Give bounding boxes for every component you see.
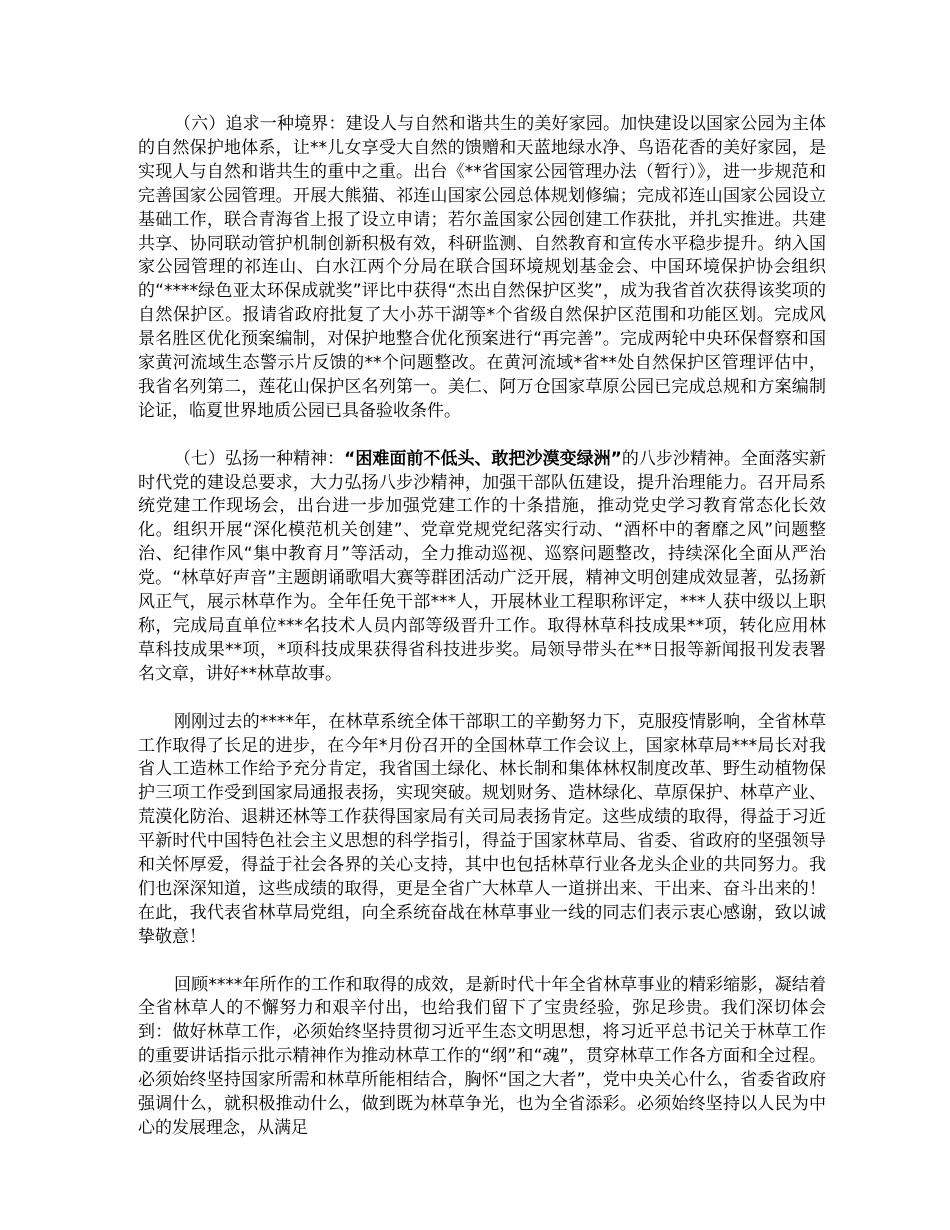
paragraph-seven-body: 的八步沙精神。全面落实新时代党的建设总要求，大力弘扬八步沙精神，加强干部队伍建设，提升治理能力。召开局系统党建工作现场会，出台进一步加强党建工作的十条措施，推动党史学习教育常态化长效化。组织开展“深化模范机关创建”、党章党规党纪落实行动、“酒杯中的奢靡之风”问题整治、纪律作风“集中教育月”等活动，全力推动巡视、巡察问题整改，持续深化全面从严治党。“林草好声音”主题朗诵歌唱大赛等群团活动广泛开展，精神文明创建成效显著，弘扬新风正气，展示林草作为。全年任免干部***人，开展林业工程职称评定，***人获中级以上职称，完成局直单位***名技术人员内部等级晋升工作。取得林草科技成果**项，转化应用林草科技成果**项，*项科技成果获得省科技进步奖。局领导带头在**日报等新闻报刊发表署名文章，讲好**林草故事。 [138,448,826,684]
paragraph-six: （六）追求一种境界：建设人与自然和谐共生的美好家园。加快建设以国家公园为主体的自然保护地体系，让**儿女享受大自然的馈赠和天蓝地绿水净、鸟语花香的美好家园，是实现人与自然和谐共生的重中之重。出台《**省国家公园管理办法（暂行）》，进一步规范和完善国家公园管理。开展大熊猫、祁连山国家公园总体规划修编；完成祁连山国家公园设立基础工作，联合青海省上报了设立申请；若尔盖国家公园创建工作获批，并扎实推进。共建共享、协同联动管护机制创新积极有效，科研监测、自然教育和宣传水平稳步提升。纳入国家公园管理的祁连山、白水江两个分局在联合国环境规划基金会、中国环境保护协会组织的“****绿色亚太环保成就奖”评比中获得“杰出自然保护区奖”，成为我省首次获得该奖项的自然保护区。报请省政府批复了大小苏干湖等*个省级自然保护区范围和功能区划。完成风景名胜区优化预案编制，对保护地整合优化预案进行“再完善”。完成两轮中央环保督察和国家黄河流域生态警示片反馈的**个问题整改。在黄河流域*省**处自然保护区管理评估中，我省名列第二，莲花山保护区名列第一。美仁、阿万仓国家草原公园已完成总规和方案编制论证，临夏世界地质公园已具备验收条件。 [138,114,826,421]
document-page [138,113,826,1141]
paragraph-seven-lead: （七）弘扬一种精神： [174,448,345,469]
paragraph-seven-bold-quote: “困难面前不低头、敢把沙漠变绿洲” [344,448,622,469]
paragraph-review-past-year: 刚刚过去的****年，在林草系统全体干部职工的辛勤努力下，克服疫情影响，全省林草工作取得了长足的进步，在今年*月份召开的全国林草工作会议上，国家林草局***局长对我省人工造林工作给予充分肯定，我省国土绿化、林长制和集体林权制度改革、野生动植物保护三项工作受到国家局通报表扬，实现突破。规划财务、造林绿化、草原保护、林草产业、荒漠化防治、退耕还林等工作获得国家局有关司局表扬肯定。这些成绩的取得，得益于习近平新时代中国特色社会主义思想的科学指引，得益于国家林草局、省委、省政府的坚强领导和关怀厚爱，得益于社会各界的关心支持，其中也包括林草行业各龙头企业的共同努力。我们也深深知道，这些成绩的取得，更是全省广大林草人一道拼出来、干出来、奋斗出来的！在此，我代表省林草局党组，向全系统奋战在林草事业一线的同志们表示衷心感谢，致以诚挚敬意！ [138,711,826,947]
paragraph-seven [138,448,826,687]
paragraph-retrospect: 回顾****年所作的工作和取得的成效，是新时代十年全省林草事业的精彩缩影，凝结着全省林草人的不懈努力和艰辛付出，也给我们留下了宝贵经验，弥足珍贵。我们深切体会到：做好林草工作，必须始终坚持贯彻习近平生态文明思想，将习近平总书记关于林草工作的重要讲话指示批示精神作为推动林草工作的“纲”和“魂”，贯穿林草工作各方面和全过程。必须始终坚持国家所需和林草所能相结合，胸怀“国之大者”，党中央关心什么，省委省政府强调什么，就积极推动什么，做到既为林草争光，也为全省添彩。必须始终坚持以人民为中心的发展理念，从满足 [138,974,826,1139]
